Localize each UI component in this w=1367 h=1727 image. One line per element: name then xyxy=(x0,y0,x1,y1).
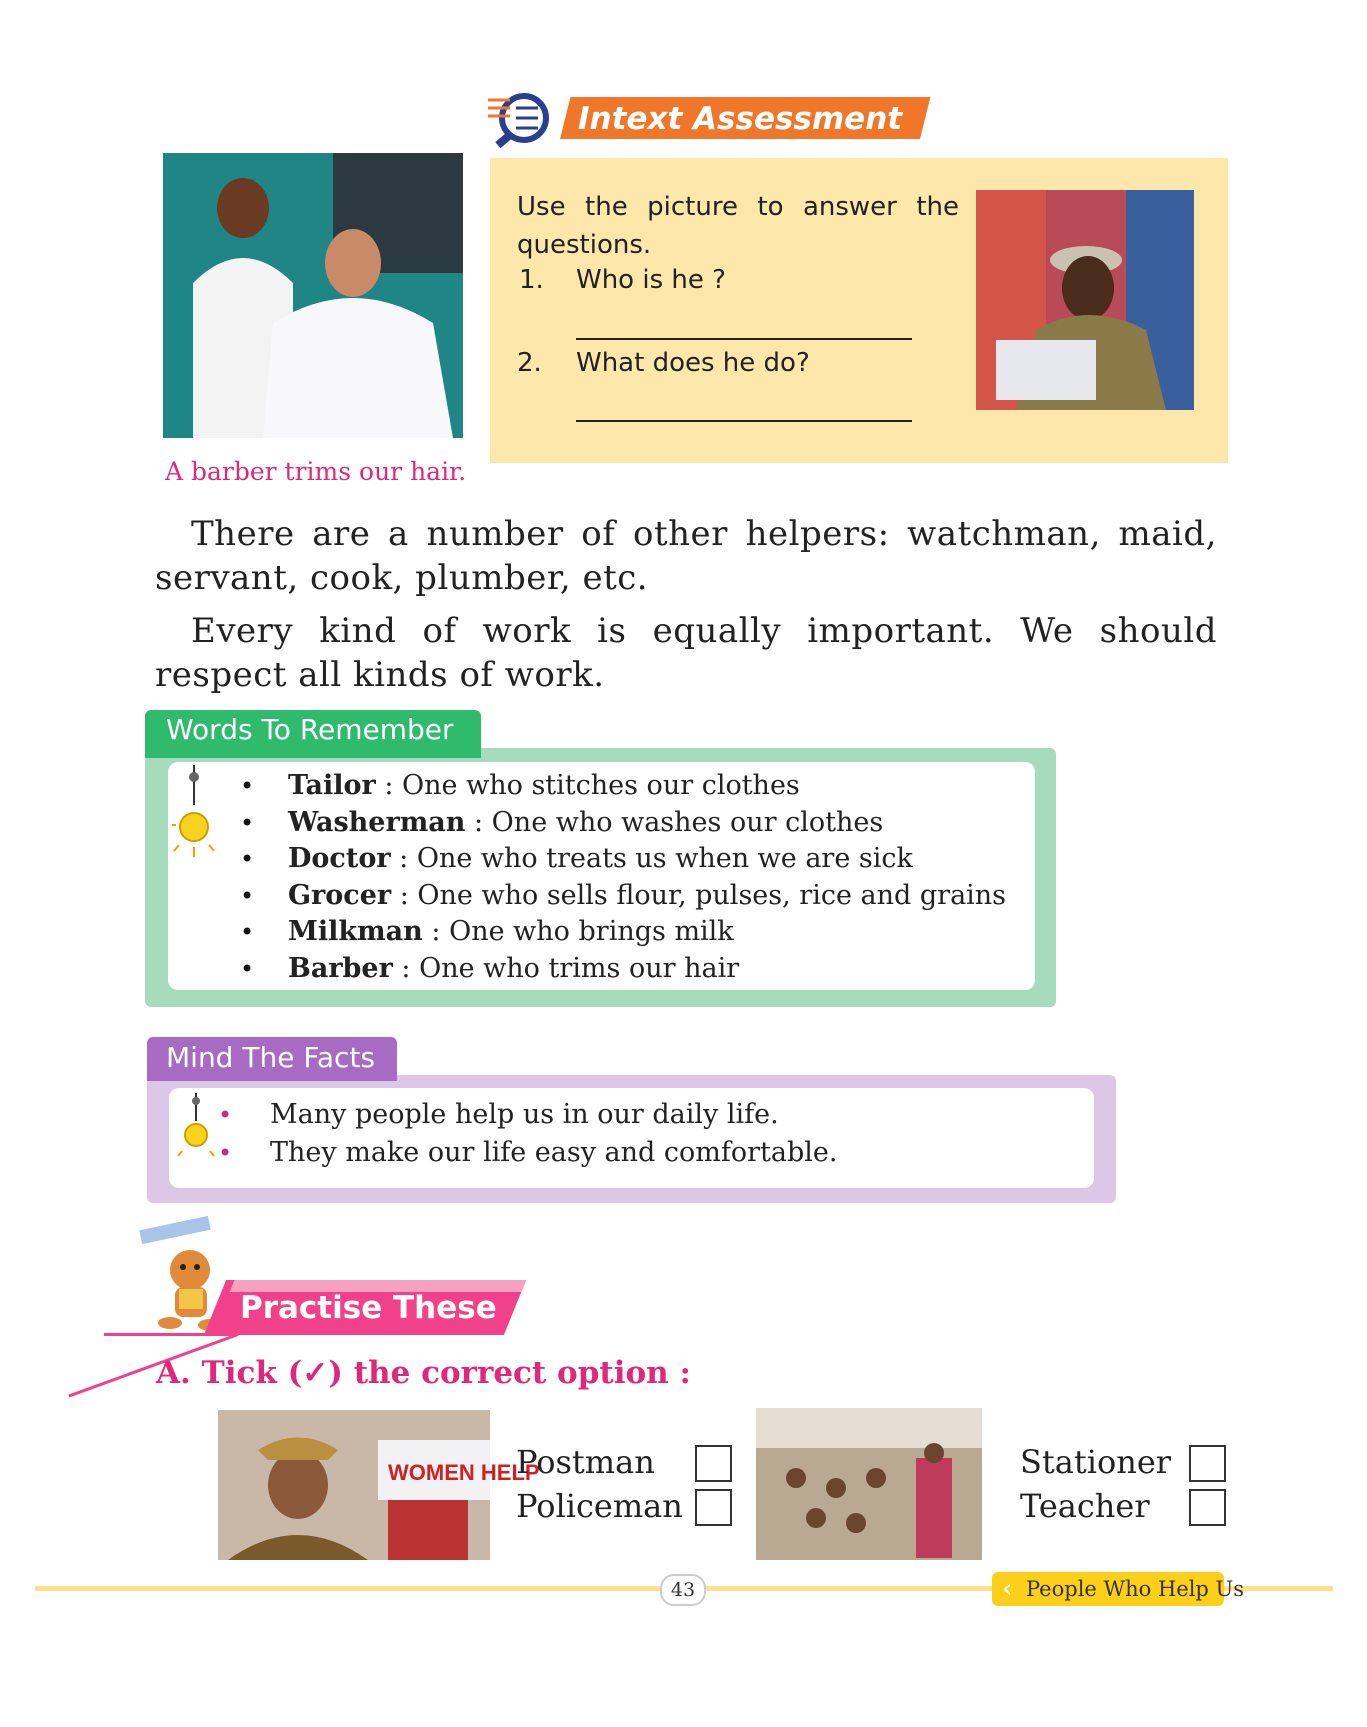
question-2-text: What does he do? xyxy=(576,348,810,378)
term: Washerman xyxy=(288,806,466,838)
magnifier-checklist-icon xyxy=(488,86,568,156)
mind-the-facts-title: Mind The Facts xyxy=(166,1041,375,1074)
term: Grocer xyxy=(288,879,392,911)
checkbox-teacher[interactable] xyxy=(1189,1489,1226,1526)
light-bulb-icon xyxy=(176,1093,216,1163)
classroom-photo xyxy=(756,1408,982,1560)
definition: One who treats us when we are sick xyxy=(416,843,913,875)
chevron-left-icon: ‹ xyxy=(1002,1574,1013,1604)
newspaper-vendor-photo xyxy=(976,190,1194,410)
barber-caption: A barber trims our hair. xyxy=(165,457,467,486)
question-2-number: 2. xyxy=(517,348,542,378)
list-item: • Barber : One who trims our hair xyxy=(240,951,1006,988)
answer-line-2[interactable] xyxy=(576,420,912,422)
list-item: • Many people help us in our daily life. xyxy=(218,1096,837,1134)
definition: One who stitches our clothes xyxy=(402,770,800,801)
practise-title: Practise These xyxy=(240,1290,497,1326)
sign-text: WOMEN HELP xyxy=(388,1460,540,1485)
mind-the-facts-list xyxy=(218,1096,837,1172)
policeman-photo xyxy=(218,1410,540,1560)
list-item: • Milkman : One who brings milk xyxy=(240,914,1006,951)
words-to-remember-title: Words To Remember xyxy=(166,713,454,746)
question-a: A. Tick (✓) the correct option : xyxy=(156,1355,691,1391)
list-item: • Washerman : One who washes our clothes xyxy=(240,805,1006,842)
paragraph-work: Every kind of work is equally important. We should respect all kinds of work. xyxy=(155,611,1217,695)
list-item: • Doctor : One who treats us when we are sick xyxy=(240,841,1006,878)
intext-title: Intext Assessment xyxy=(578,101,903,137)
term: Milkman xyxy=(288,916,423,948)
answer-line-1[interactable] xyxy=(576,338,912,340)
checkbox-policeman[interactable] xyxy=(695,1489,732,1526)
term: Doctor xyxy=(288,843,391,875)
definition: One who sells flour, pulses, rice and grains xyxy=(417,879,1007,911)
chapter-name: People Who Help Us xyxy=(1026,1577,1244,1601)
checkbox-stationer[interactable] xyxy=(1189,1445,1226,1482)
list-item: • Tailor : One who stitches our clothes xyxy=(240,768,1006,805)
definition: One who trims our hair xyxy=(419,952,740,984)
words-to-remember-list xyxy=(240,768,1006,988)
list-item: • They make our life easy and comfortable. xyxy=(218,1134,837,1172)
barber-photo xyxy=(163,153,463,438)
definition: One who washes our clothes xyxy=(491,806,884,838)
list-item: • Grocer : One who sells flour, pulses, rice and grains xyxy=(240,878,1006,915)
question-1-number: 1. xyxy=(519,265,544,295)
option-postman: Postman xyxy=(516,1443,655,1481)
paragraph-helpers: There are a number of other helpers: watchman, maid, servant, cook, plumber, etc. xyxy=(155,514,1217,598)
definition: One who brings milk xyxy=(449,916,734,948)
option-teacher: Teacher xyxy=(1020,1487,1150,1525)
question-1-text: Who is he ? xyxy=(576,265,726,295)
page-number: 43 xyxy=(660,1574,706,1606)
option-policeman: Policeman xyxy=(516,1487,683,1525)
option-stationer: Stationer xyxy=(1020,1443,1172,1481)
term: Barber xyxy=(288,952,393,984)
intext-instruction: Use the picture to answer the questions. xyxy=(517,192,959,260)
checkbox-postman[interactable] xyxy=(695,1445,732,1482)
term: Tailor xyxy=(288,770,376,801)
light-bulb-icon xyxy=(174,765,218,861)
